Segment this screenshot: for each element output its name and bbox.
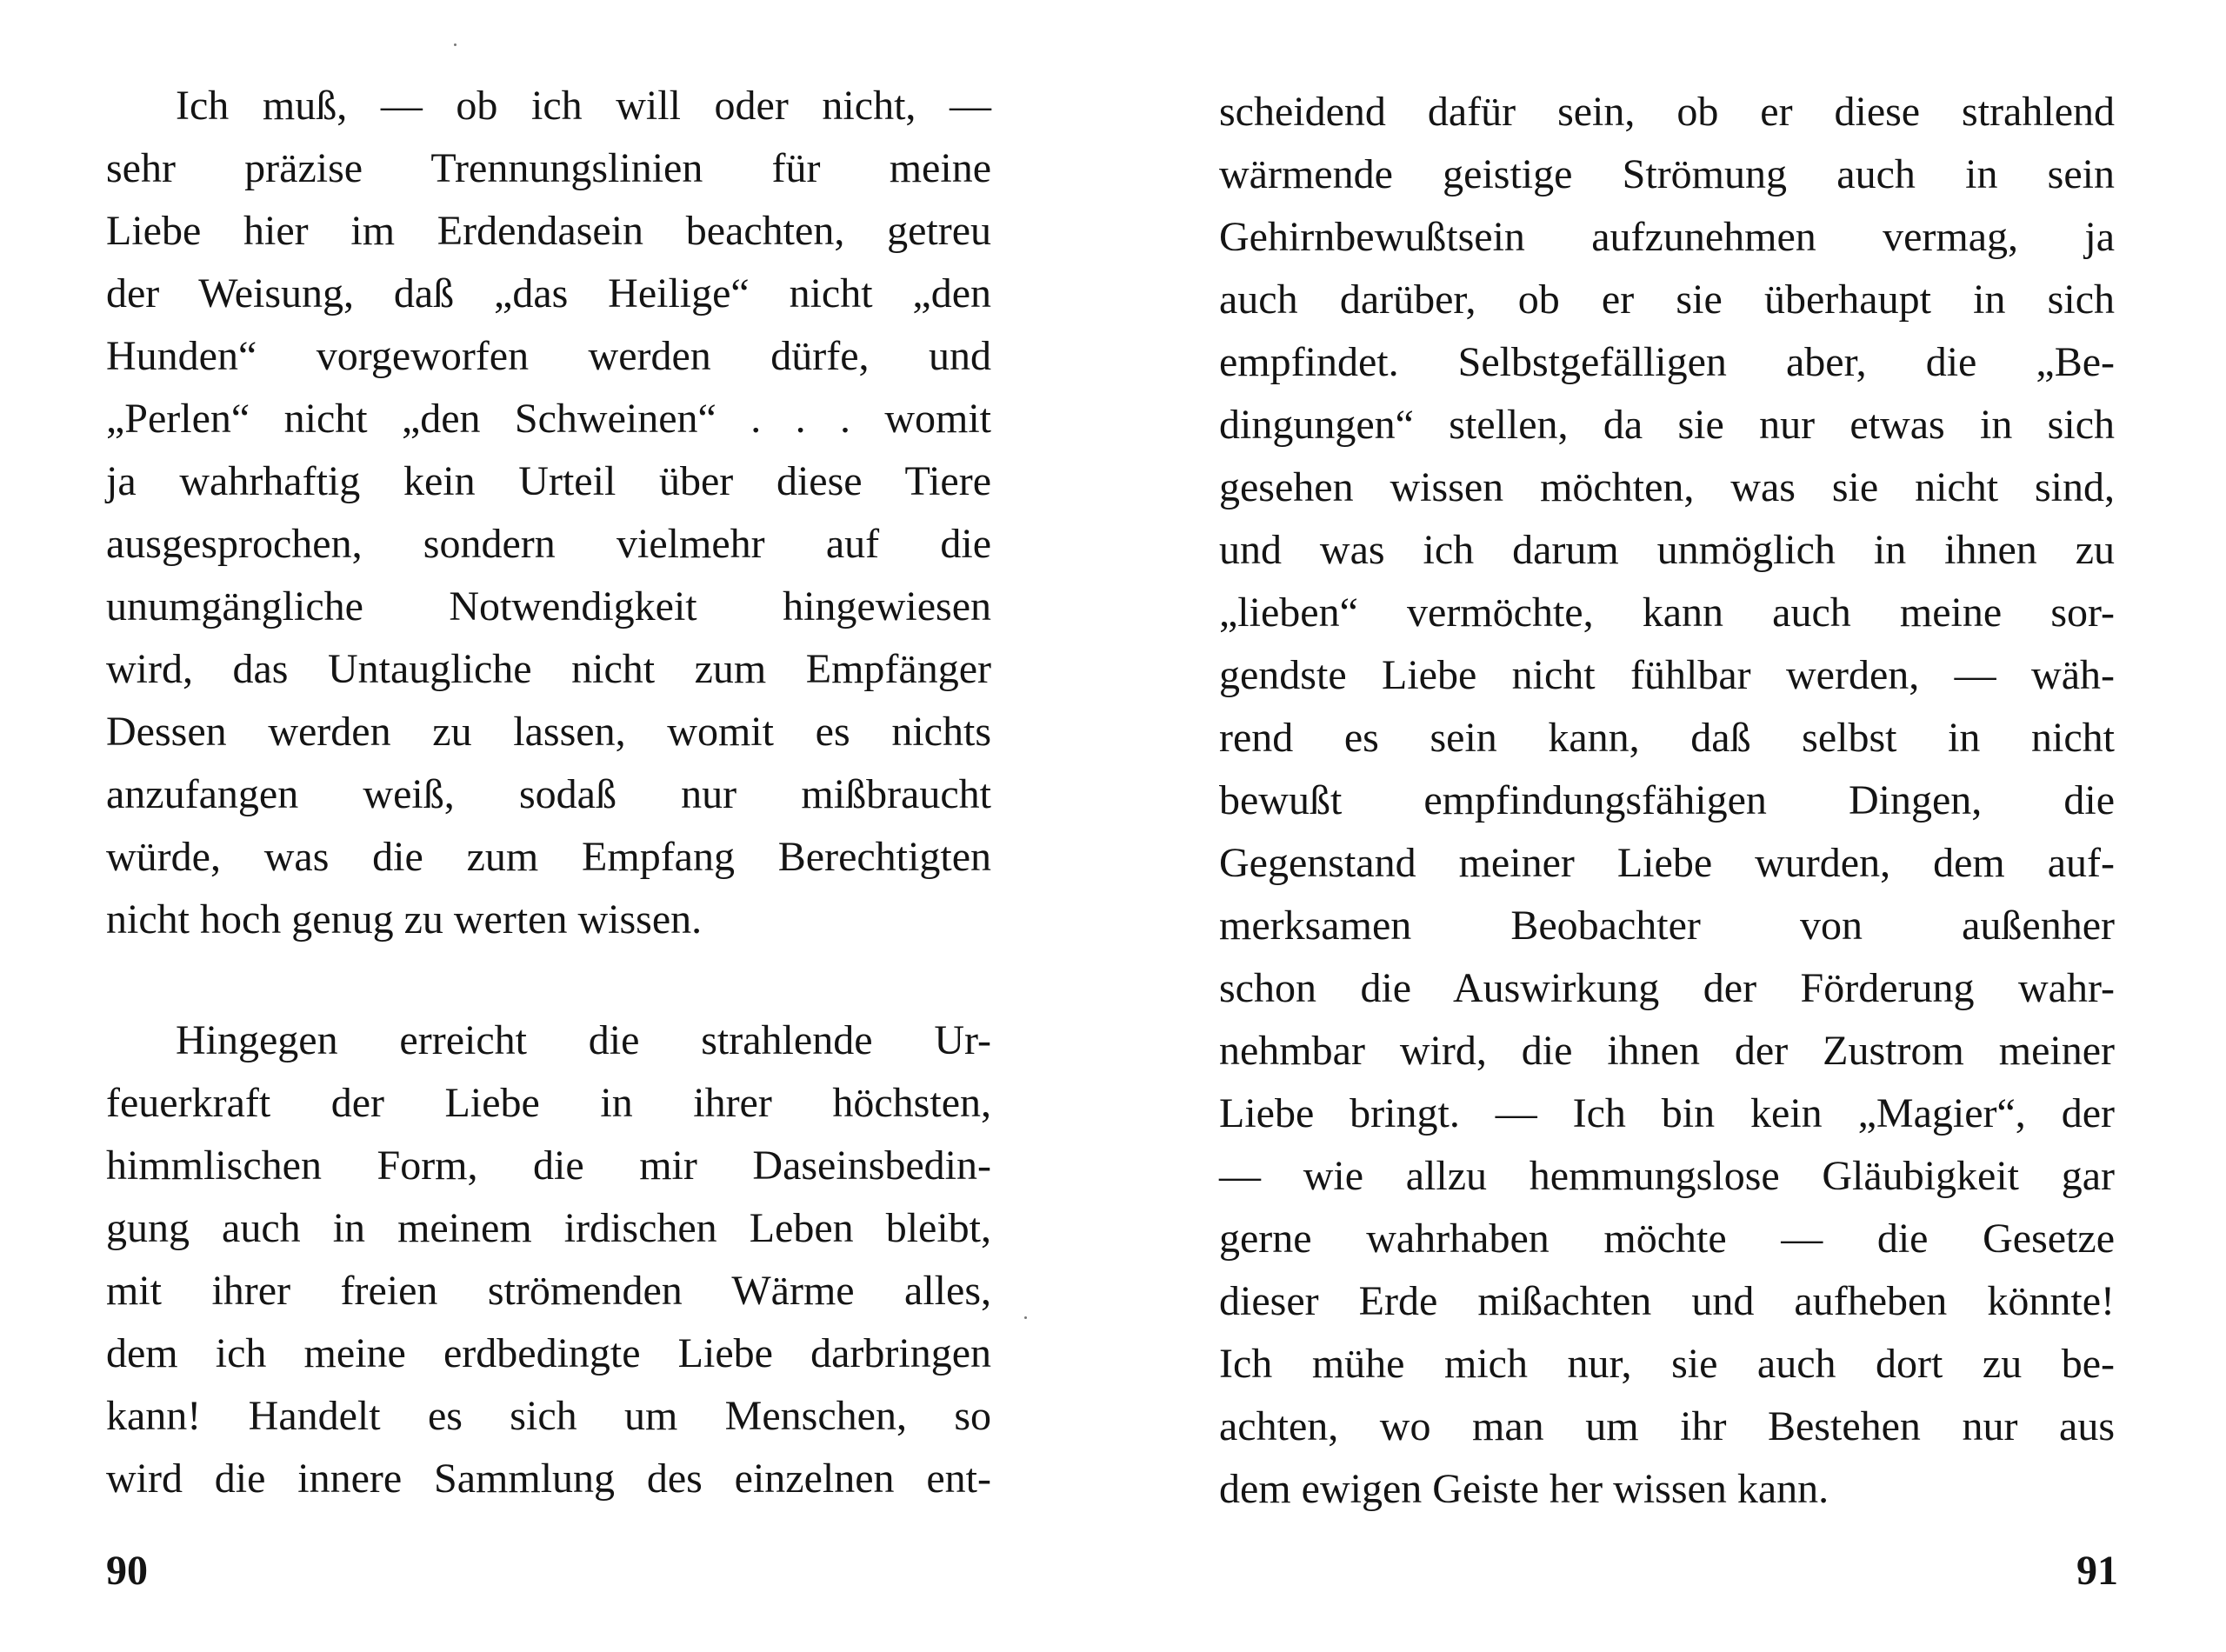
text-line: wird die innere Sammlung des einzelnen ent-: [106, 1455, 991, 1502]
text-line: und was ich darum unmöglich in ihnen zu: [1219, 527, 2115, 573]
text-line: empfindet. Selbstgefälligen aber, die „Be-: [1219, 339, 2115, 385]
text-line: würde, was die zum Empfang Berechtigten: [106, 834, 991, 880]
text-line: Ich mühe mich nur, sie auch dort zu be-: [1219, 1341, 2115, 1387]
text-line: Liebe bringt. — Ich bin kein „Magier“, der: [1219, 1090, 2115, 1136]
text-line: dem ewigen Geiste her wissen kann.: [1219, 1466, 1829, 1512]
text-line: feuerkraft der Liebe in ihrer höchsten,: [106, 1080, 991, 1126]
text-line: „Perlen“ nicht „den Schweinen“ . . . womit: [106, 396, 991, 442]
text-line: gendste Liebe nicht fühlbar werden, — wäh-: [1219, 652, 2115, 698]
text-line: unumgängliche Notwendigkeit hingewiesen: [106, 583, 991, 629]
text-line: dieser Erde mißachten und aufheben könnte!: [1219, 1278, 2115, 1324]
text-line: „lieben“ vermöchte, kann auch meine sor-: [1219, 590, 2115, 636]
scan-speck: [1024, 1316, 1027, 1319]
text-line: schon die Auswirkung der Förderung wahr-: [1219, 965, 2115, 1011]
text-line: achten, wo man um ihr Bestehen nur aus: [1219, 1403, 2115, 1449]
text-line: gung auch in meinem irdischen Leben bleibt,: [106, 1205, 991, 1251]
text-line: dem ich meine erdbedingte Liebe darbringen: [106, 1330, 991, 1376]
page-number: 91: [2076, 1548, 2118, 1594]
text-line: nehmbar wird, die ihnen der Zustrom meiner: [1219, 1028, 2115, 1074]
text-line: Gegenstand meiner Liebe wurden, dem auf-: [1219, 840, 2115, 886]
text-line: — wie allzu hemmungslose Gläubigkeit gar: [1219, 1153, 2115, 1199]
text-line: gesehen wissen möchten, was sie nicht sind,: [1219, 464, 2115, 510]
text-line: Ich muß, — ob ich will oder nicht, —: [176, 83, 991, 129]
text-line: sehr präzise Trennungslinien für meine: [106, 145, 991, 191]
text-line: wird, das Untaugliche nicht zum Empfänger: [106, 646, 991, 692]
text-line: Hingegen erreicht die strahlende Ur-: [176, 1017, 991, 1063]
text-line: Gehirnbewußtsein aufzunehmen vermag, ja: [1219, 214, 2115, 260]
text-line: der Weisung, daß „das Heilige“ nicht „den: [106, 270, 991, 316]
page-number: 90: [106, 1548, 148, 1594]
text-line: Dessen werden zu lassen, womit es nichts: [106, 709, 991, 755]
text-line: mit ihrer freien strömenden Wärme alles,: [106, 1268, 991, 1314]
text-line: dingungen“ stellen, da sie nur etwas in sich: [1219, 402, 2115, 448]
text-line: auch darüber, ob er sie überhaupt in sich: [1219, 276, 2115, 323]
text-line: Hunden“ vorgeworfen werden dürfe, und: [106, 333, 991, 379]
scan-speck: [454, 43, 457, 46]
text-line: anzufangen weiß, sodaß nur mißbraucht: [106, 771, 991, 817]
text-line: gerne wahrhaben möchte — die Gesetze: [1219, 1216, 2115, 1262]
text-line: ausgesprochen, sondern vielmehr auf die: [106, 521, 991, 567]
text-line: Liebe hier im Erdendasein beachten, getreu: [106, 208, 991, 254]
text-line: kann! Handelt es sich um Menschen, so: [106, 1393, 991, 1439]
text-line: scheidend dafür sein, ob er diese strahlend: [1219, 89, 2115, 135]
text-line: himmlischen Form, die mir Daseinsbedin-: [106, 1142, 991, 1189]
text-line: bewußt empfindungsfähigen Dingen, die: [1219, 777, 2115, 823]
text-line: rend es sein kann, daß selbst in nicht: [1219, 715, 2115, 761]
text-line: nicht hoch genug zu werten wissen.: [106, 896, 703, 943]
text-line: ja wahrhaftig kein Urteil über diese Tiere: [106, 458, 991, 504]
text-line: wärmende geistige Strömung auch in sein: [1219, 151, 2115, 197]
text-line: merksamen Beobachter von außenher: [1219, 903, 2115, 949]
